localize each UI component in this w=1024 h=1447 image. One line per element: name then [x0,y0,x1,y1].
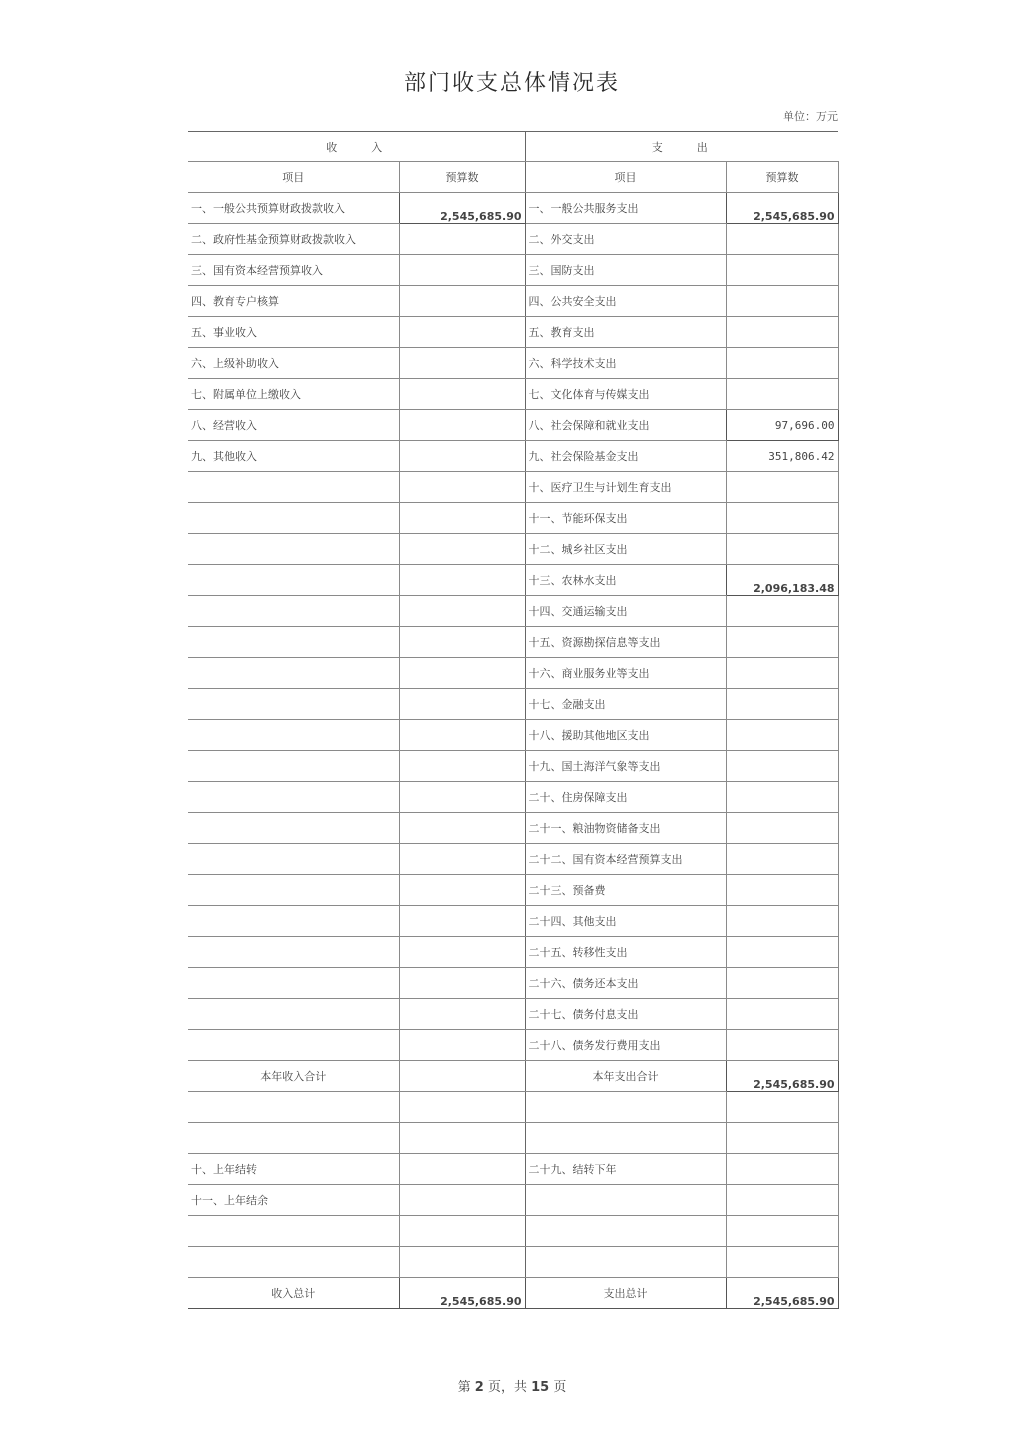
table-row [188,937,838,968]
expense-item: 二十二、国有资本经营预算支出 [525,844,726,875]
table-row [188,968,838,999]
expense-amount [726,999,838,1030]
income-item [188,627,399,658]
income-amount: 2,545,685.90 [399,1278,525,1309]
expense-amount [726,1247,838,1278]
income-item [188,658,399,689]
income-item [188,596,399,627]
expense-item: 二十四、其他支出 [525,906,726,937]
expense-item [525,1092,726,1123]
table-row [188,224,838,255]
expense-item [525,1216,726,1247]
budget-table [188,131,839,1309]
income-item: 五、事业收入 [188,317,399,348]
expense-item: 十二、城乡社区支出 [525,534,726,565]
footer-suffix: 页 [553,1380,567,1395]
income-amount [399,1216,525,1247]
expense-amount [726,1185,838,1216]
income-item [188,1123,399,1154]
expense-amount [726,782,838,813]
income-item [188,720,399,751]
expense-amount [726,875,838,906]
income-amount [399,565,525,596]
expense-amount [726,472,838,503]
income-amount [399,1123,525,1154]
expense-amount: 351,806.42 [726,441,838,472]
expense-amount [726,906,838,937]
expense-amount [726,751,838,782]
income-item: 十一、上年结余 [188,1185,399,1216]
expense-item: 三、国防支出 [525,255,726,286]
income-amount [399,813,525,844]
income-item: 二、政府性基金预算财政拨款收入 [188,224,399,255]
expense-budget-header: 预算数 [726,162,838,193]
income-section-header: 收 入 [188,132,525,162]
income-amount [399,1061,525,1092]
table-row [188,348,838,379]
expense-item: 十四、交通运输支出 [525,596,726,627]
expense-amount [726,596,838,627]
unit-label: 单位：万元 [783,110,838,123]
income-amount [399,689,525,720]
income-amount [399,255,525,286]
expense-amount: 2,545,685.90 [726,1278,838,1309]
expense-item: 十九、国土海洋气象等支出 [525,751,726,782]
expense-amount [726,813,838,844]
table-row [188,565,838,596]
income-item [188,813,399,844]
column-header-row [188,162,838,193]
expense-item: 二十五、转移性支出 [525,937,726,968]
income-budget-header: 预算数 [399,162,525,193]
expense-item: 十、医疗卫生与计划生育支出 [525,472,726,503]
expense-item: 八、社会保障和就业支出 [525,410,726,441]
table-row [188,1185,838,1216]
income-amount [399,1154,525,1185]
income-item: 八、经营收入 [188,410,399,441]
expense-amount [726,844,838,875]
table-row [188,1247,838,1278]
income-amount [399,379,525,410]
expense-amount [726,937,838,968]
expense-item: 十一、节能环保支出 [525,503,726,534]
income-amount [399,224,525,255]
table-row [188,782,838,813]
expense-item: 支出总计 [525,1278,726,1309]
income-amount [399,782,525,813]
table-row [188,193,838,224]
expense-amount: 2,545,685.90 [726,193,838,224]
income-amount [399,472,525,503]
income-amount [399,875,525,906]
income-item [188,782,399,813]
expense-amount [726,317,838,348]
income-item [188,906,399,937]
expense-amount [726,503,838,534]
income-item [188,937,399,968]
expense-item: 七、文化体育与传媒支出 [525,379,726,410]
expense-item [525,1247,726,1278]
income-item [188,968,399,999]
income-item [188,1030,399,1061]
income-amount [399,937,525,968]
income-item: 十、上年结转 [188,1154,399,1185]
table-row [188,813,838,844]
expense-amount [726,1123,838,1154]
income-amount: 2,545,685.90 [399,193,525,224]
expense-item [525,1185,726,1216]
table-row [188,844,838,875]
expense-amount [726,1030,838,1061]
expense-item: 二十、住房保障支出 [525,782,726,813]
footer-total-pages: 15 [531,1380,550,1395]
table-row [188,999,838,1030]
expense-amount [726,1092,838,1123]
table-row [188,534,838,565]
expense-amount: 2,545,685.90 [726,1061,838,1092]
expense-amount [726,627,838,658]
expense-item: 本年支出合计 [525,1061,726,1092]
income-item [188,565,399,596]
expense-item: 十五、资源勘探信息等支出 [525,627,726,658]
section-header-row [188,132,838,162]
income-amount [399,410,525,441]
expense-amount: 2,096,183.48 [726,565,838,596]
income-amount [399,1030,525,1061]
expense-amount [726,255,838,286]
table-row [188,751,838,782]
footer-prefix: 第 [457,1380,471,1395]
expense-item: 十三、农林水支出 [525,565,726,596]
expense-amount [726,286,838,317]
expense-item: 四、公共安全支出 [525,286,726,317]
table-row [188,1092,838,1123]
income-amount [399,1247,525,1278]
table-row [188,441,838,472]
table-row [188,1123,838,1154]
expense-item [525,1123,726,1154]
income-amount [399,720,525,751]
footer-middle: 页，共 [487,1380,527,1395]
page-footer [0,1376,1024,1395]
table-row [188,1154,838,1185]
expense-amount [726,379,838,410]
expense-item: 六、科学技术支出 [525,348,726,379]
table-row [188,1216,838,1247]
expense-item: 二十三、预备费 [525,875,726,906]
table-row [188,1030,838,1061]
income-amount [399,658,525,689]
expense-item: 二十一、粮油物资储备支出 [525,813,726,844]
income-item: 九、其他收入 [188,441,399,472]
income-item: 三、国有资本经营预算收入 [188,255,399,286]
expense-amount [726,534,838,565]
income-amount [399,751,525,782]
table-row [188,720,838,751]
footer-page-number: 2 [474,1380,484,1395]
expense-item: 二十七、债务付息支出 [525,999,726,1030]
income-item-header: 项目 [188,162,399,193]
income-item: 本年收入合计 [188,1061,399,1092]
expense-amount: 97,696.00 [726,410,838,441]
expense-amount [726,968,838,999]
income-item: 收入总计 [188,1278,399,1309]
table-row [188,658,838,689]
page-title: 部门收支总体情况表 [403,71,620,96]
expense-item: 二十九、结转下年 [525,1154,726,1185]
income-item: 七、附属单位上缴收入 [188,379,399,410]
income-item: 六、上级补助收入 [188,348,399,379]
income-item [188,689,399,720]
income-item [188,1092,399,1123]
expense-amount [726,720,838,751]
income-amount [399,441,525,472]
income-item: 一、一般公共预算财政拨款收入 [188,193,399,224]
income-item [188,751,399,782]
table-row [188,906,838,937]
expense-section-header: 支 出 [525,132,838,162]
income-item [188,472,399,503]
income-amount [399,999,525,1030]
table-row [188,317,838,348]
table-row [188,410,838,441]
expense-item: 二十八、债务发行费用支出 [525,1030,726,1061]
table-row [188,596,838,627]
table-row [188,472,838,503]
income-item [188,875,399,906]
expense-amount [726,1216,838,1247]
expense-item: 十七、金融支出 [525,689,726,720]
expense-item: 十六、商业服务业等支出 [525,658,726,689]
expense-item: 十八、援助其他地区支出 [525,720,726,751]
expense-amount [726,1154,838,1185]
income-amount [399,348,525,379]
table-row [188,286,838,317]
income-amount [399,968,525,999]
expense-item: 九、社会保险基金支出 [525,441,726,472]
expense-amount [726,348,838,379]
income-amount [399,906,525,937]
expense-item: 二、外交支出 [525,224,726,255]
expense-item: 一、一般公共服务支出 [525,193,726,224]
expense-item: 五、教育支出 [525,317,726,348]
table-row [188,875,838,906]
table-row [188,1061,838,1092]
income-item [188,844,399,875]
income-amount [399,534,525,565]
income-item [188,1247,399,1278]
income-amount [399,1185,525,1216]
table-row [188,1278,838,1309]
table-row [188,627,838,658]
income-amount [399,596,525,627]
expense-amount [726,689,838,720]
table-row [188,503,838,534]
income-amount [399,317,525,348]
table-row [188,255,838,286]
income-item [188,503,399,534]
income-item: 四、教育专户核算 [188,286,399,317]
income-amount [399,503,525,534]
income-amount [399,627,525,658]
table-row [188,379,838,410]
income-item [188,999,399,1030]
income-item [188,1216,399,1247]
expense-amount [726,658,838,689]
income-amount [399,1092,525,1123]
income-amount [399,286,525,317]
expense-item: 二十六、债务还本支出 [525,968,726,999]
table-row [188,689,838,720]
expense-item-header: 项目 [525,162,726,193]
income-item [188,534,399,565]
expense-amount [726,224,838,255]
income-amount [399,844,525,875]
